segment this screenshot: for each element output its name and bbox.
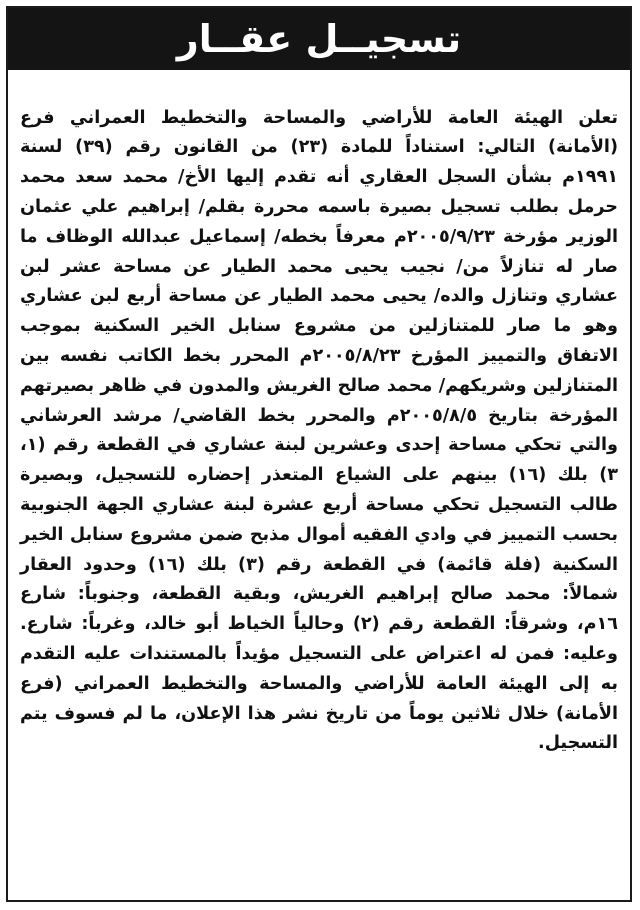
property-registration-notice <box>6 6 632 902</box>
notice-body: تعلن الهيئة العامة للأراضي والمساحة والتخطيط العمراني فرع (الأمانة) التالي: استناداً للمادة (٢٣) من القانون رقم (٣٩) لسنة ١٩٩١م بشأن السجل العقاري أنه تقدم إليها الأخ/ محمد سعد محمد حرمل بطلب تسجيل بصيرة باسمه محررة بقلم/ إبراهيم علي عثمان الوزير مؤرخة ٢٠٠٥/٩/٢٣م معرفاً بخطه/ إسماعيل عبدالله الوظاف ما صار له تنازلاً من/ نجيب يحيى محمد الطيار عن مساحة عشر لبن عشاري وتنازل والده/ يحيى محمد الطيار عن مساحة أربع لبن عشاري وهو ما صار للمتنازلين من مشروع سنابل الخير السكنية بموجب الاتفاق والتمييز المؤرخ ٢٠٠٥/٨/٢٣م المحرر بخط الكاتب نفسه بين المتنازلين وشريكهم/ محمد صالح الغريش والمدون في ظاهر بصيرتهم المؤرخة بتاريخ ٢٠٠٥/٨/٥م والمحرر بخط القاضي/ مرشد العرشاني والتي تحكي مساحة إحدى وعشرين لبنة عشاري في القطعة رقم (١، ٣) بلك (١٦) بينهم على الشياع المتعذر إحضاره للتسجيل، وبصيرة طالب التسجيل تحكي مساحة أربع عشرة لبنة عشاري الجهة الجنوبية بحسب التمييز في وادي الفقيه أموال مذبح ضمن مشروع سنابل الخير السكنية (فلة قائمة) في القطعة رقم (٣) بلك (١٦) وحدود العقار شمالاً: محمد صالح إبراهيم الغريش، وبقية القطعة، وجنوباً: شارع ١٦م، وشرقاً: القطعة رقم (٢) وحالياً الخياط أبو خالد، وغرباً: شارع. وعليه: فمن له اعتراض على التسجيل مؤيداً بالمستندات عليه التقدم به إلى الهيئة العامة للأراضي والمساحة والتخطيط العمراني (فرع الأمانة) خلال ثلاثين يوماً من تاريخ نشر هذا الإعلان، ما لم فسوف يتم التسجيل. <box>20 107 619 754</box>
title-bar <box>8 8 630 70</box>
notice-title: تسجيــل عقــار <box>176 17 462 61</box>
